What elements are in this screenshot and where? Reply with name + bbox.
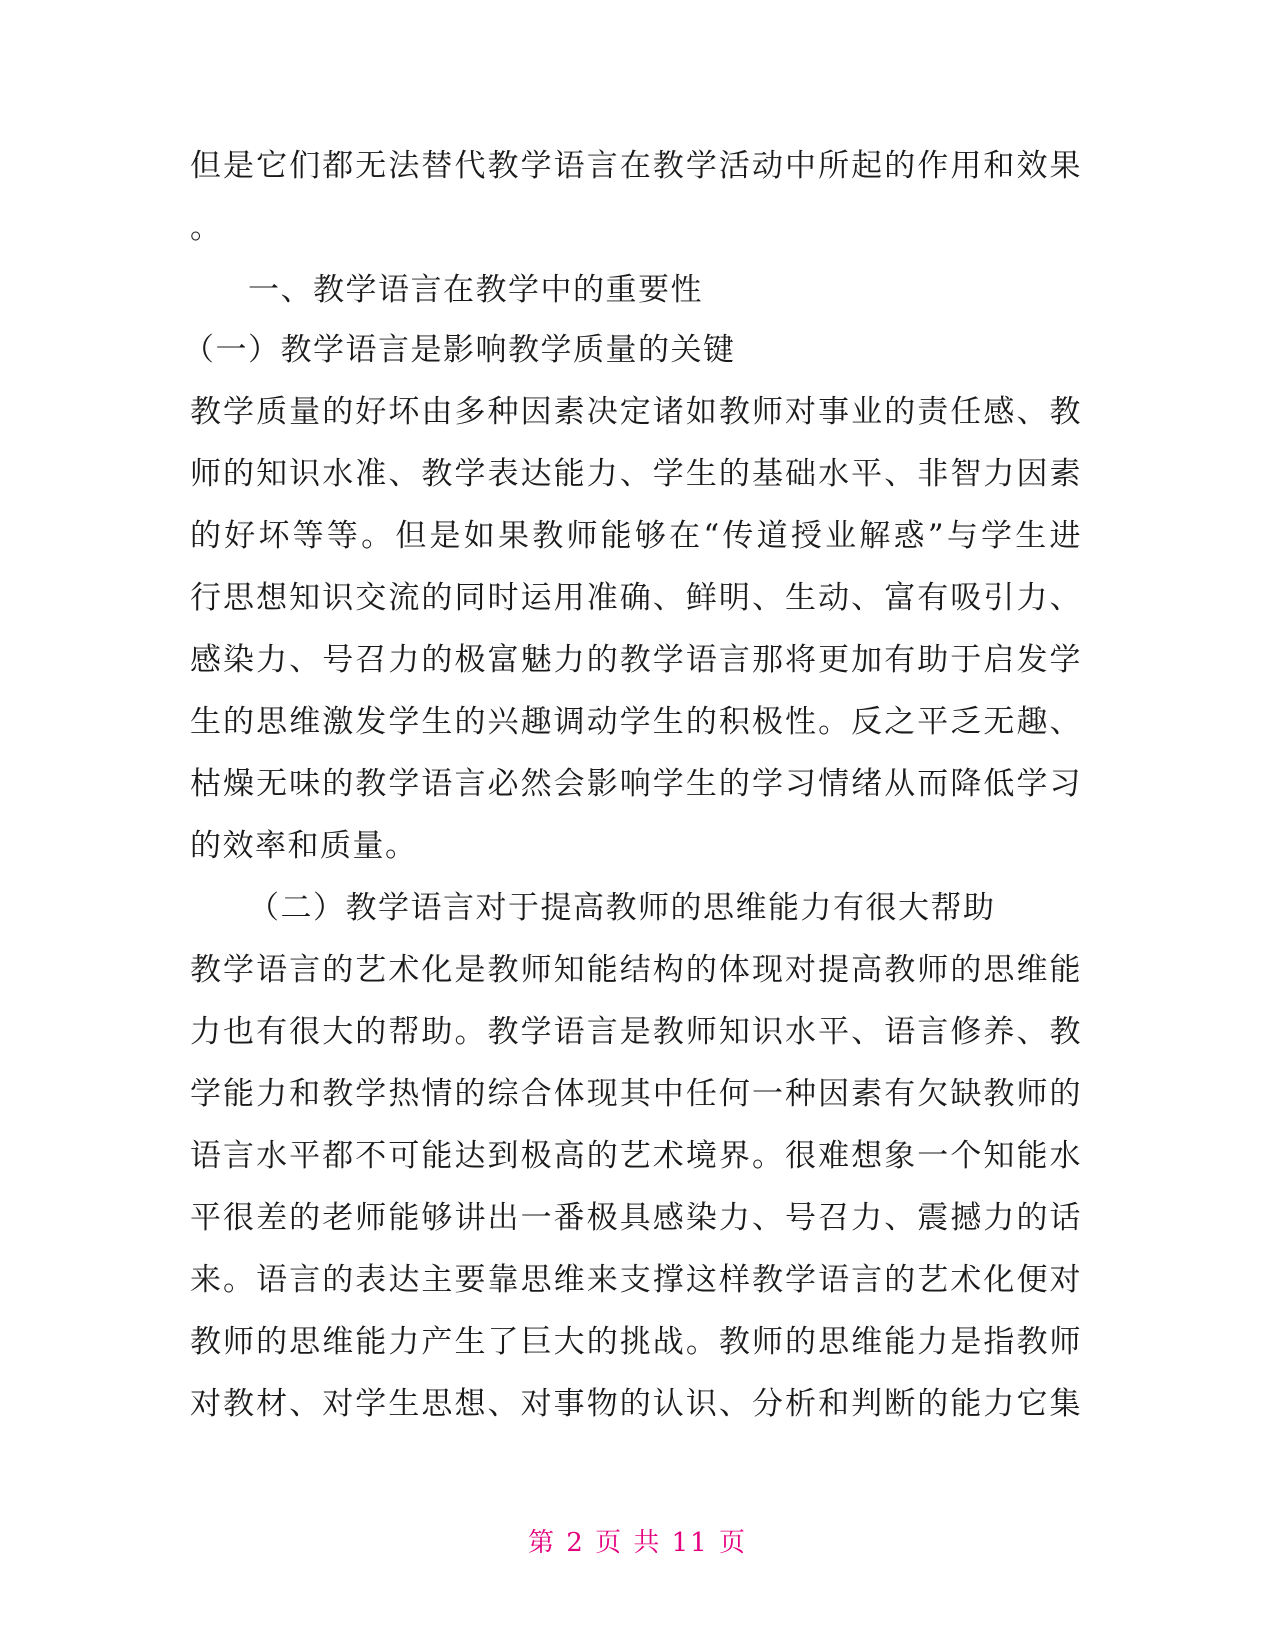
- subsection-heading: （二）教学语言对于提高教师的思维能力有很大帮助: [248, 890, 996, 926]
- paragraph-line: 的效率和质量。: [190, 828, 418, 864]
- paragraph-line: 语言水平都不可能达到极高的艺术境界。很难想象一个知能水: [190, 1138, 1082, 1174]
- paragraph-line: 的好坏等等。但是如果教师能够在“传道授业解惑”与学生进: [190, 518, 1082, 554]
- subsection-heading: （一）教学语言是影响教学质量的关键: [183, 332, 736, 368]
- paragraph-line: 但是它们都无法替代教学语言在教学活动中所起的作用和效果: [190, 148, 1082, 184]
- paragraph-line: 。: [190, 210, 223, 246]
- paragraph-line: 感染力、号召力的极富魅力的教学语言那将更加有助于启发学: [190, 642, 1082, 678]
- paragraph-line: 平很差的老师能够讲出一番极具感染力、号召力、震撼力的话: [190, 1200, 1082, 1236]
- paragraph-line: 力也有很大的帮助。教学语言是教师知识水平、语言修养、教: [190, 1014, 1082, 1050]
- section-heading: 一、教学语言在教学中的重要性: [248, 272, 703, 308]
- paragraph-line: 教师的思维能力产生了巨大的挑战。教师的思维能力是指教师: [190, 1324, 1082, 1360]
- paragraph-line: 教学质量的好坏由多种因素决定诸如教师对事业的责任感、教: [190, 394, 1082, 430]
- paragraph-line: 师的知识水准、教学表达能力、学生的基础水平、非智力因素: [190, 456, 1082, 492]
- paragraph-line: 学能力和教学热情的综合体现其中任何一种因素有欠缺教师的: [190, 1076, 1082, 1112]
- paragraph-line: 教学语言的艺术化是教师知能结构的体现对提高教师的思维能: [190, 952, 1082, 988]
- paragraph-line: 来。语言的表达主要靠思维来支撑这样教学语言的艺术化便对: [190, 1262, 1082, 1298]
- paragraph-line: 行思想知识交流的同时运用准确、鲜明、生动、富有吸引力、: [190, 580, 1082, 616]
- paragraph-line: 生的思维激发学生的兴趣调动学生的积极性。反之平乏无趣、: [190, 704, 1082, 740]
- page-footer: 第 2 页 共 11 页: [528, 1528, 747, 1558]
- paragraph-line: 对教材、对学生思想、对事物的认识、分析和判断的能力它集: [190, 1386, 1082, 1422]
- paragraph-line: 枯燥无味的教学语言必然会影响学生的学习情绪从而降低学习: [190, 766, 1082, 802]
